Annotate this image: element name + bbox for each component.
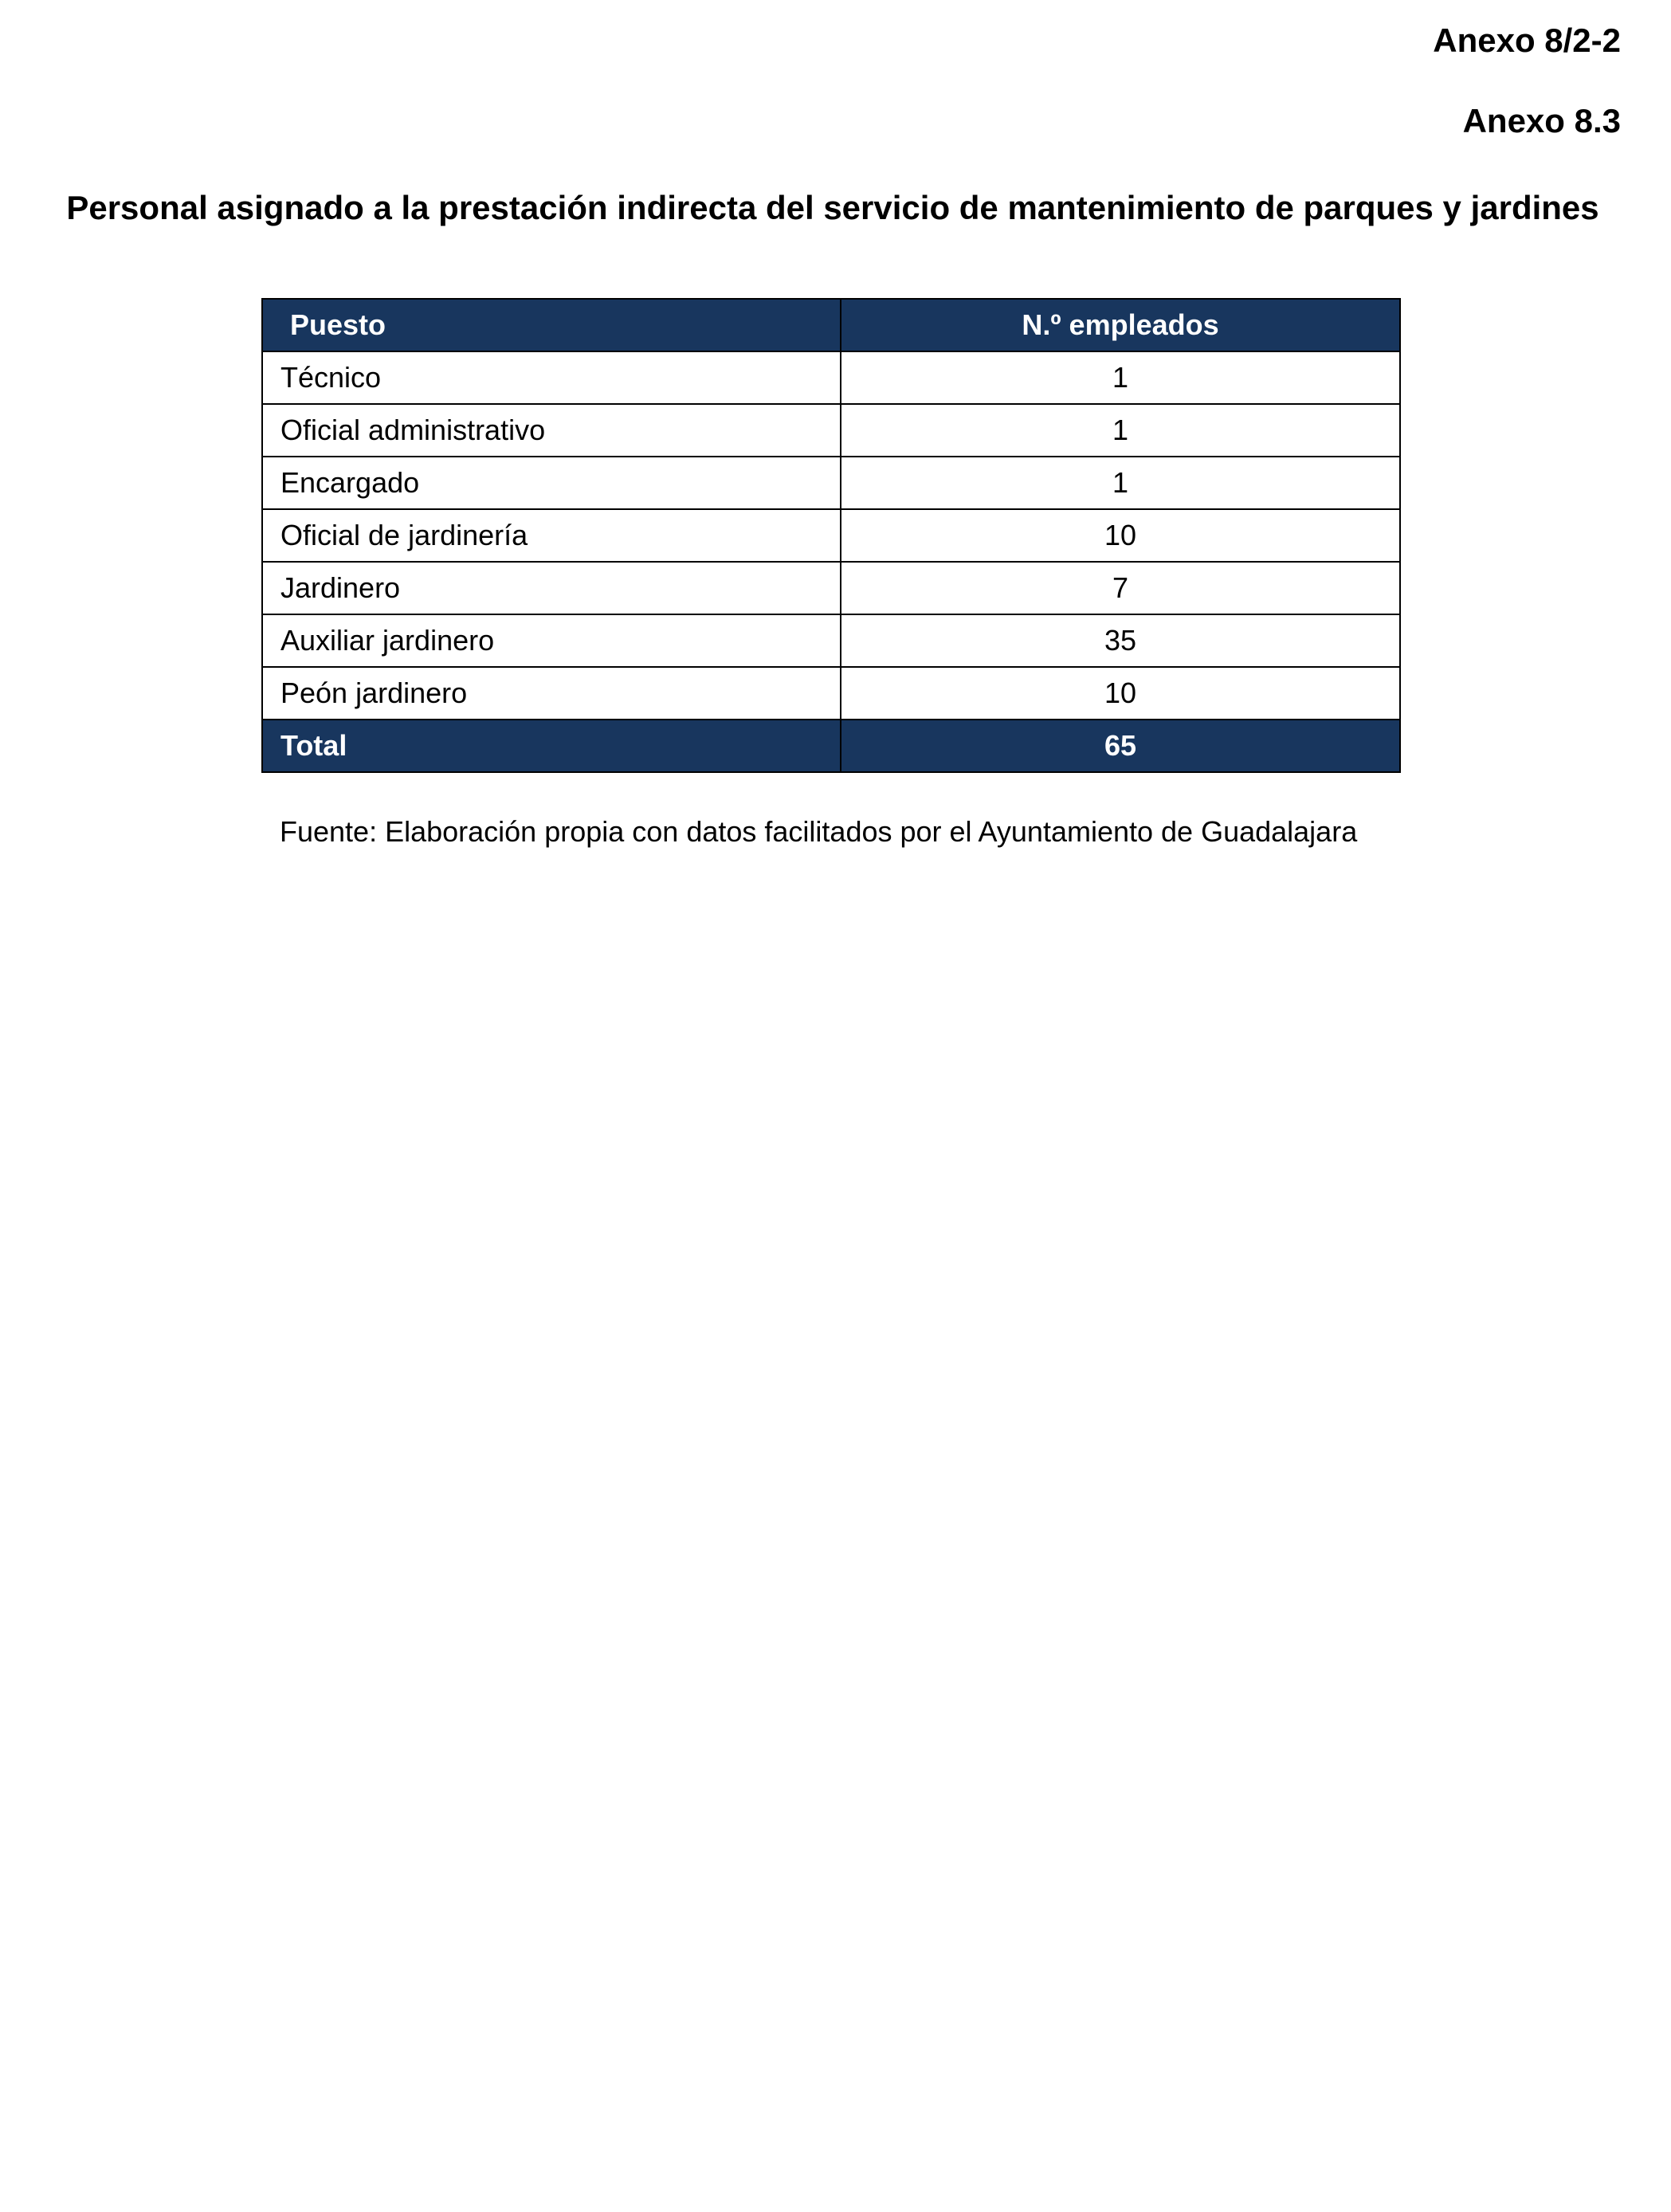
cell-puesto: Técnico	[262, 351, 841, 404]
table-header-row	[262, 299, 1400, 351]
table-row	[262, 404, 1400, 457]
table-row	[262, 457, 1400, 509]
total-value: 65	[841, 720, 1400, 772]
column-header-empleados: N.º empleados	[841, 299, 1400, 351]
annex-primary-label: Anexo 8/2-2	[1433, 22, 1621, 59]
cell-puesto: Oficial administrativo	[262, 404, 841, 457]
cell-empleados: 35	[841, 614, 1400, 667]
cell-empleados: 1	[841, 351, 1400, 404]
cell-empleados: 1	[841, 457, 1400, 509]
table-row	[262, 351, 1400, 404]
source-note: Fuente: Elaboración propia con datos facilitados por el Ayuntamiento de Guadalajara	[280, 815, 1358, 848]
table-row	[262, 667, 1400, 720]
cell-puesto: Auxiliar jardinero	[262, 614, 841, 667]
cell-puesto: Peón jardinero	[262, 667, 841, 720]
cell-puesto: Jardinero	[262, 562, 841, 614]
total-label: Total	[262, 720, 841, 772]
page-title: Personal asignado a la prestación indirecta del servicio de mantenimiento de parques y jardines	[66, 189, 1599, 226]
cell-empleados: 10	[841, 667, 1400, 720]
annex-secondary-label: Anexo 8.3	[1462, 102, 1621, 139]
cell-empleados: 1	[841, 404, 1400, 457]
cell-empleados: 10	[841, 509, 1400, 562]
table-row	[262, 562, 1400, 614]
staff-table	[261, 298, 1401, 773]
cell-puesto: Oficial de jardinería	[262, 509, 841, 562]
table-row	[262, 509, 1400, 562]
table-row	[262, 614, 1400, 667]
column-header-puesto: Puesto	[262, 299, 841, 351]
cell-empleados: 7	[841, 562, 1400, 614]
table-total-row	[262, 720, 1400, 772]
cell-puesto: Encargado	[262, 457, 841, 509]
